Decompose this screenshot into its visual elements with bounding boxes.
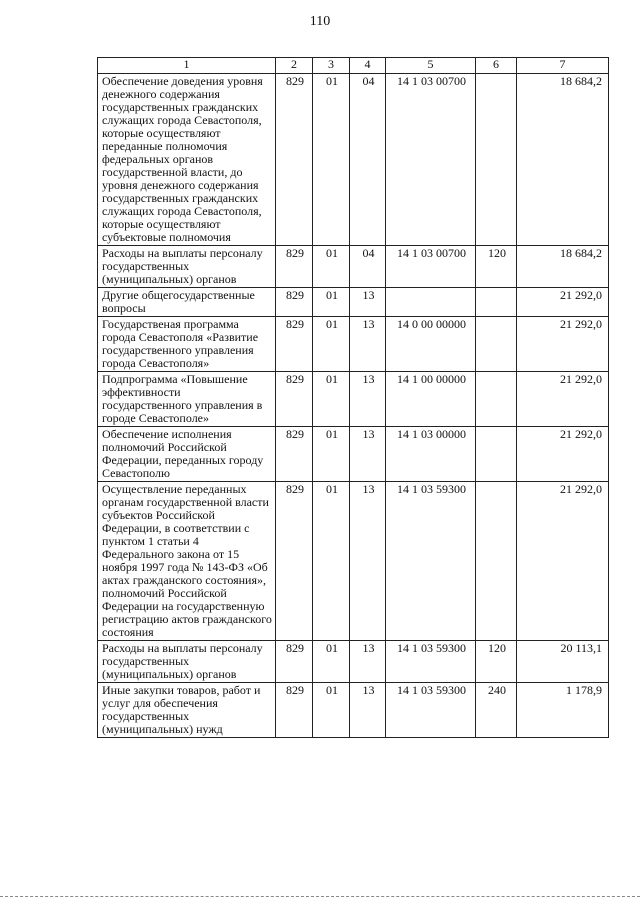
- ministry-code: 829: [276, 288, 313, 317]
- column-header: 6: [476, 58, 517, 74]
- amount: 20 113,1: [517, 641, 609, 683]
- section-code: 01: [313, 74, 350, 246]
- ministry-code: 829: [276, 641, 313, 683]
- column-header: 5: [386, 58, 476, 74]
- table-row: [98, 427, 609, 482]
- section-code: 01: [313, 372, 350, 427]
- section-code: 01: [313, 317, 350, 372]
- target-article-code: 14 1 03 00700: [386, 74, 476, 246]
- target-article-code: 14 1 03 59300: [386, 683, 476, 738]
- amount: 21 292,0: [517, 372, 609, 427]
- subsection-code: 13: [350, 683, 386, 738]
- subsection-code: 13: [350, 641, 386, 683]
- table-row: [98, 372, 609, 427]
- table-row: [98, 683, 609, 738]
- amount: 21 292,0: [517, 317, 609, 372]
- subsection-code: 13: [350, 482, 386, 641]
- subsection-code: 13: [350, 288, 386, 317]
- expense-type-code: [476, 372, 517, 427]
- column-header: 7: [517, 58, 609, 74]
- ministry-code: 829: [276, 482, 313, 641]
- expense-type-code: [476, 317, 517, 372]
- page-number: 110: [309, 14, 331, 29]
- row-name: Иные закупки товаров, работ и услуг для обеспечения государственных (муниципальных) нужд: [98, 683, 276, 738]
- subsection-code: 13: [350, 427, 386, 482]
- ministry-code: 829: [276, 372, 313, 427]
- row-name: Подпрограмма «Повышение эффективности государственного управления в городе Севастополе»: [98, 372, 276, 427]
- table-row: [98, 246, 609, 288]
- row-name: Другие общегосударственные вопросы: [98, 288, 276, 317]
- section-code: 01: [313, 427, 350, 482]
- footer-rule: [0, 896, 640, 897]
- ministry-code: 829: [276, 74, 313, 246]
- column-header: 4: [350, 58, 386, 74]
- ministry-code: 829: [276, 246, 313, 288]
- expense-type-code: [476, 288, 517, 317]
- section-code: 01: [313, 246, 350, 288]
- row-name: Обеспечение доведения уровня денежного содержания государственных гражданских служащих города Севастополя, которые осуществляют переданные полномочия федеральных органов государственной власти, до уровня денежного содержания государственных гражданских служащих города Севастополя, которые осуществляют субъектовые полномочия: [98, 74, 276, 246]
- column-header: 3: [313, 58, 350, 74]
- table-row: [98, 482, 609, 641]
- target-article-code: 14 1 03 59300: [386, 641, 476, 683]
- header-row: [98, 58, 609, 74]
- ministry-code: 829: [276, 427, 313, 482]
- expense-type-code: [476, 427, 517, 482]
- expense-type-code: 120: [476, 641, 517, 683]
- row-name: Государственая программа города Севастополя «Развитие государственного управления города Севастополя»: [98, 317, 276, 372]
- expense-type-code: [476, 74, 517, 246]
- table-row: [98, 288, 609, 317]
- target-article-code: 14 1 03 00700: [386, 246, 476, 288]
- row-name: Обеспечение исполнения полномочий Российской Федерации, переданных городу Севастополю: [98, 427, 276, 482]
- amount: 21 292,0: [517, 482, 609, 641]
- row-name: Расходы на выплаты персоналу государственных (муниципальных) органов: [98, 641, 276, 683]
- column-header: 2: [276, 58, 313, 74]
- ministry-code: 829: [276, 683, 313, 738]
- section-code: 01: [313, 288, 350, 317]
- column-header: 1: [98, 58, 276, 74]
- subsection-code: 04: [350, 246, 386, 288]
- target-article-code: [386, 288, 476, 317]
- subsection-code: 13: [350, 372, 386, 427]
- expense-type-code: 120: [476, 246, 517, 288]
- subsection-code: 04: [350, 74, 386, 246]
- table-row: [98, 641, 609, 683]
- amount: 18 684,2: [517, 246, 609, 288]
- amount: 21 292,0: [517, 288, 609, 317]
- table-row: [98, 74, 609, 246]
- expense-type-code: 240: [476, 683, 517, 738]
- section-code: 01: [313, 641, 350, 683]
- table-row: [98, 317, 609, 372]
- target-article-code: 14 1 00 00000: [386, 372, 476, 427]
- amount: 18 684,2: [517, 74, 609, 246]
- target-article-code: 14 1 03 00000: [386, 427, 476, 482]
- row-name: Осуществление переданных органам государственной власти субъектов Российской Федерации, в соответствии с пунктом 1 статьи 4 Федерального закона от 15 ноября 1997 года № 143-ФЗ «Об актах гражданского состояния», полномочий Российской Федерации на государственную регистрацию актов гражданского состояния: [98, 482, 276, 641]
- amount: 1 178,9: [517, 683, 609, 738]
- budget-table: [97, 57, 609, 738]
- section-code: 01: [313, 482, 350, 641]
- subsection-code: 13: [350, 317, 386, 372]
- target-article-code: 14 0 00 00000: [386, 317, 476, 372]
- expense-type-code: [476, 482, 517, 641]
- row-name: Расходы на выплаты персоналу государственных (муниципальных) органов: [98, 246, 276, 288]
- section-code: 01: [313, 683, 350, 738]
- amount: 21 292,0: [517, 427, 609, 482]
- target-article-code: 14 1 03 59300: [386, 482, 476, 641]
- ministry-code: 829: [276, 317, 313, 372]
